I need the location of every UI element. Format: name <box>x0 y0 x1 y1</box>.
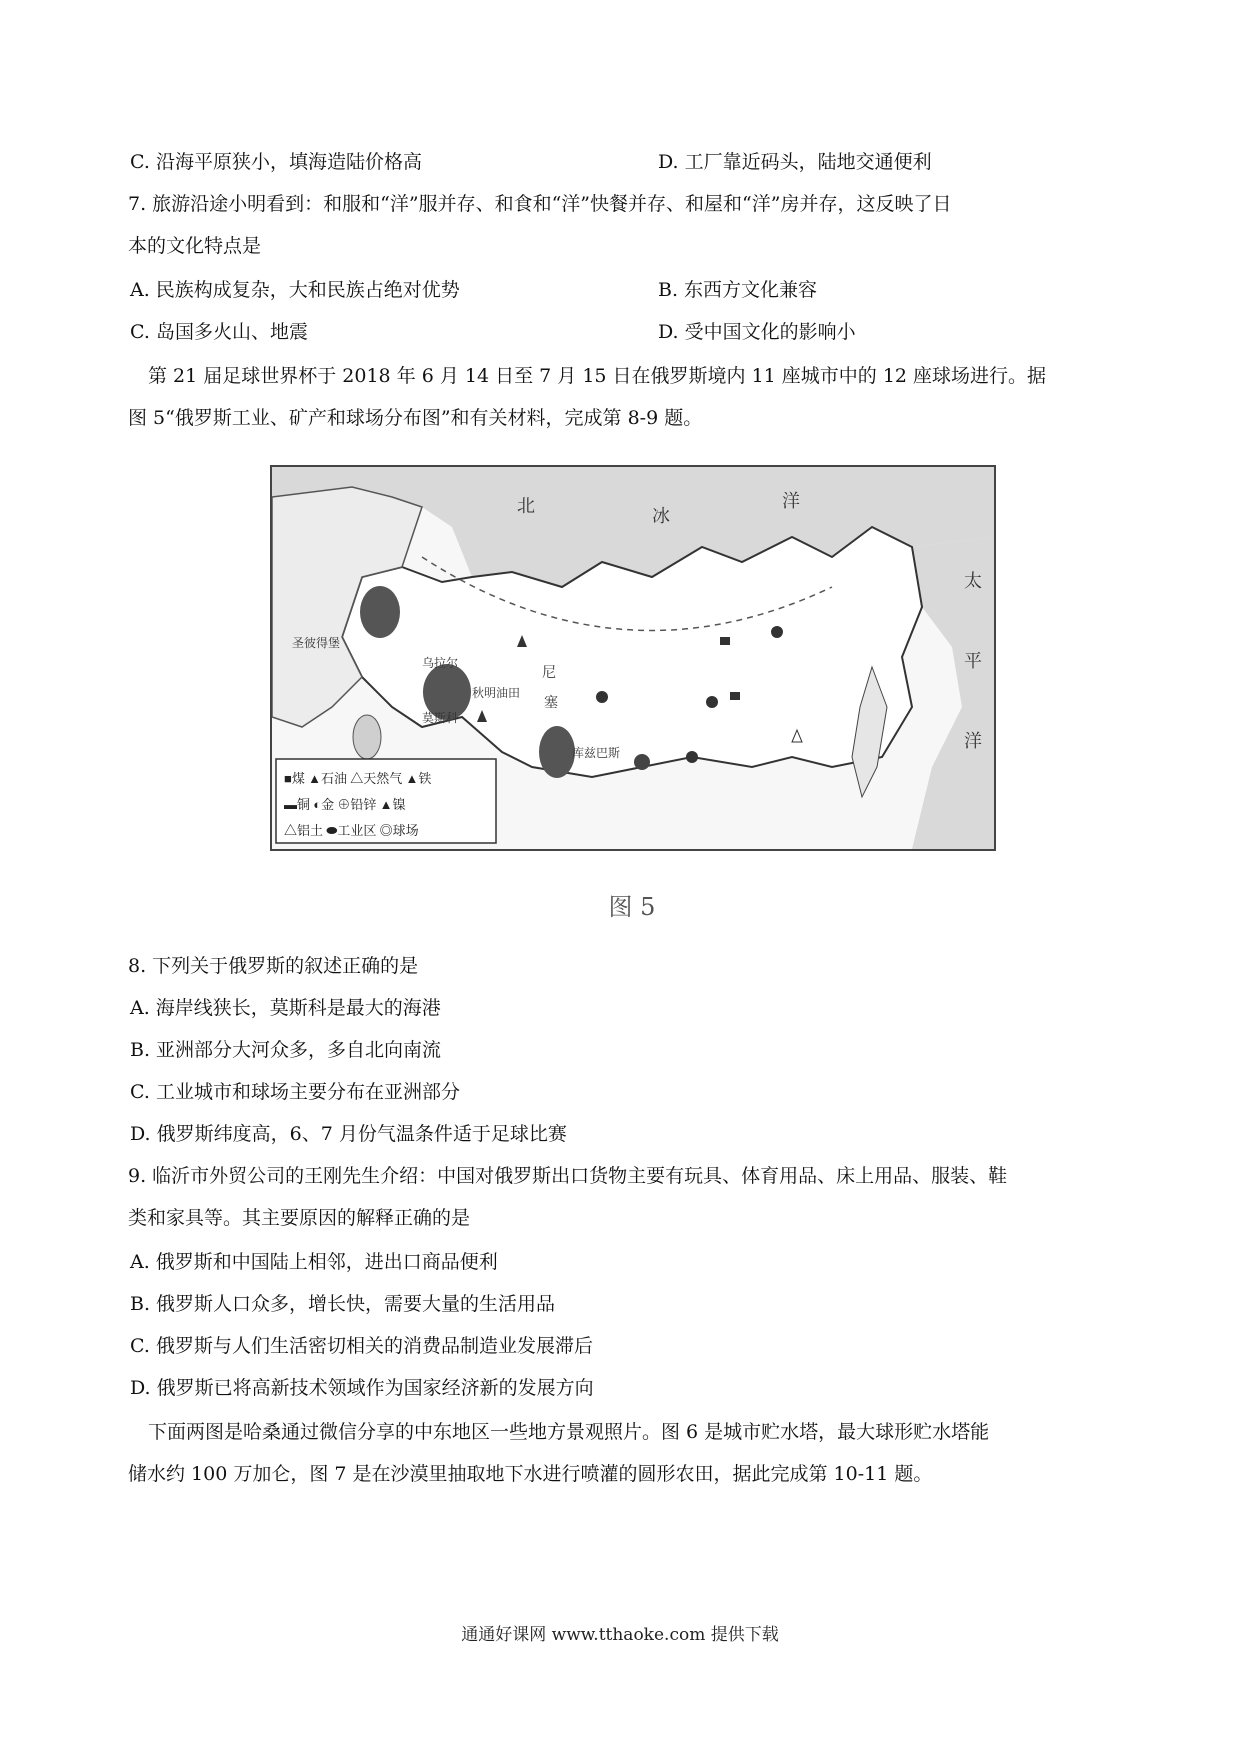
gold-marker <box>706 696 718 708</box>
map-label-ural: 乌拉尔 <box>422 656 459 670</box>
coal-marker <box>720 637 730 645</box>
map-label-pacific-2: 平 <box>964 651 982 671</box>
q9-option-a: A. 俄罗斯和中国陆上相邻，进出口商品便利 <box>130 1251 498 1273</box>
intro-8-9-line1: 第 21 届足球世界杯于 2018 年 6 月 14 日至 7 月 15 日在俄罗斯境内 11 座城市中的 12 座球场进行。据 <box>148 365 1047 387</box>
industrial-zone-st-petersburg <box>360 586 400 638</box>
map-label-tyumen: 秋明油田 <box>472 686 521 700</box>
stadium-marker <box>634 754 650 770</box>
gold-marker <box>771 626 783 638</box>
q8-option-b: B. 亚洲部分大河众多，多自北向南流 <box>130 1039 442 1061</box>
map-label-river-2: 塞 <box>544 696 558 711</box>
q9-stem-line1: 9. 临沂市外贸公司的王刚先生介绍：中国对俄罗斯出口货物主要有玩具、体育用品、床上用品、服装、鞋 <box>128 1165 1008 1187</box>
coal-marker <box>730 692 740 700</box>
q7-option-a: A. 民族构成复杂，大和民族占绝对优势 <box>130 279 460 301</box>
q7-stem-line2: 本的文化特点是 <box>128 235 262 257</box>
industrial-zone-kuzbas <box>539 726 575 778</box>
q6-option-c: C. 沿海平原狭小，填海造陆价格高 <box>130 151 422 173</box>
q8-option-c: C. 工业城市和球场主要分布在亚洲部分 <box>130 1081 460 1103</box>
map-frame <box>270 465 996 851</box>
figure-5-caption: 图 5 <box>608 893 656 921</box>
map-label-pacific-3: 洋 <box>964 731 982 751</box>
caspian-sea-shape <box>353 715 381 759</box>
q7-option-d: D. 受中国文化的影响小 <box>658 321 856 343</box>
q9-option-b: B. 俄罗斯人口众多，增长快，需要大量的生活用品 <box>130 1293 556 1315</box>
map-label-ocean: 洋 <box>782 491 800 511</box>
intro-10-11-line1: 下面两图是哈桑通过微信分享的中东地区一些地方景观照片。图 6 是城市贮水塔，最大球形贮水塔能 <box>148 1421 990 1443</box>
map-label-ice: 冰 <box>652 506 670 526</box>
map-label-st-petersburg: 圣彼得堡 <box>292 636 341 650</box>
q7-option-b: B. 东西方文化兼容 <box>658 279 818 301</box>
gold-marker <box>596 691 608 703</box>
legend-row-3: △铝土 ⬬工业区 ◎球场 <box>284 823 419 838</box>
legend-row-2: ▬铜 ◐金 ⊕铅锌 ▲镍 <box>284 797 406 812</box>
q8-option-a: A. 海岸线狭长，莫斯科是最大的海港 <box>130 997 441 1019</box>
intro-10-11-line2: 储水约 100 万加仑，图 7 是在沙漠里抽取地下水进行喷灌的圆形农田，据此完成第 10-11 题。 <box>128 1463 933 1485</box>
q8-option-d: D. 俄罗斯纬度高，6、7 月份气温条件适于足球比赛 <box>130 1123 567 1145</box>
gold-marker <box>686 751 698 763</box>
map-label-north: 北 <box>517 496 535 516</box>
russia-map-svg <box>272 467 994 849</box>
map-label-pacific-1: 太 <box>964 571 982 591</box>
q9-option-d: D. 俄罗斯已将高新技术领域作为国家经济新的发展方向 <box>130 1377 594 1399</box>
map-label-kuzbas: 库兹巴斯 <box>572 746 621 760</box>
q7-stem-line1: 7. 旅游沿途小明看到：和服和“洋”服并存、和食和“洋”快餐并存、和屋和“洋”房并存，这反映了日 <box>128 193 952 215</box>
q8-stem: 8. 下列关于俄罗斯的叙述正确的是 <box>128 955 419 977</box>
map-label-river: 尼 <box>542 666 556 681</box>
figure-5-map <box>262 455 1002 935</box>
q6-option-d: D. 工厂靠近码头，陆地交通便利 <box>658 151 932 173</box>
intro-8-9-line2: 图 5“俄罗斯工业、矿产和球场分布图”和有关材料，完成第 8-9 题。 <box>128 407 703 429</box>
q9-stem-line2: 类和家具等。其主要原因的解释正确的是 <box>128 1207 471 1229</box>
q7-option-c: C. 岛国多火山、地震 <box>130 321 308 343</box>
page-footer: 通通好课网 www.tthaoke.com 提供下载 <box>461 1625 779 1645</box>
map-label-moscow: 莫斯科 <box>422 711 459 725</box>
q9-option-c: C. 俄罗斯与人们生活密切相关的消费品制造业发展滞后 <box>130 1335 593 1357</box>
legend-row-1: ■煤 ▲石油 △天然气 ▲铁 <box>284 771 432 786</box>
